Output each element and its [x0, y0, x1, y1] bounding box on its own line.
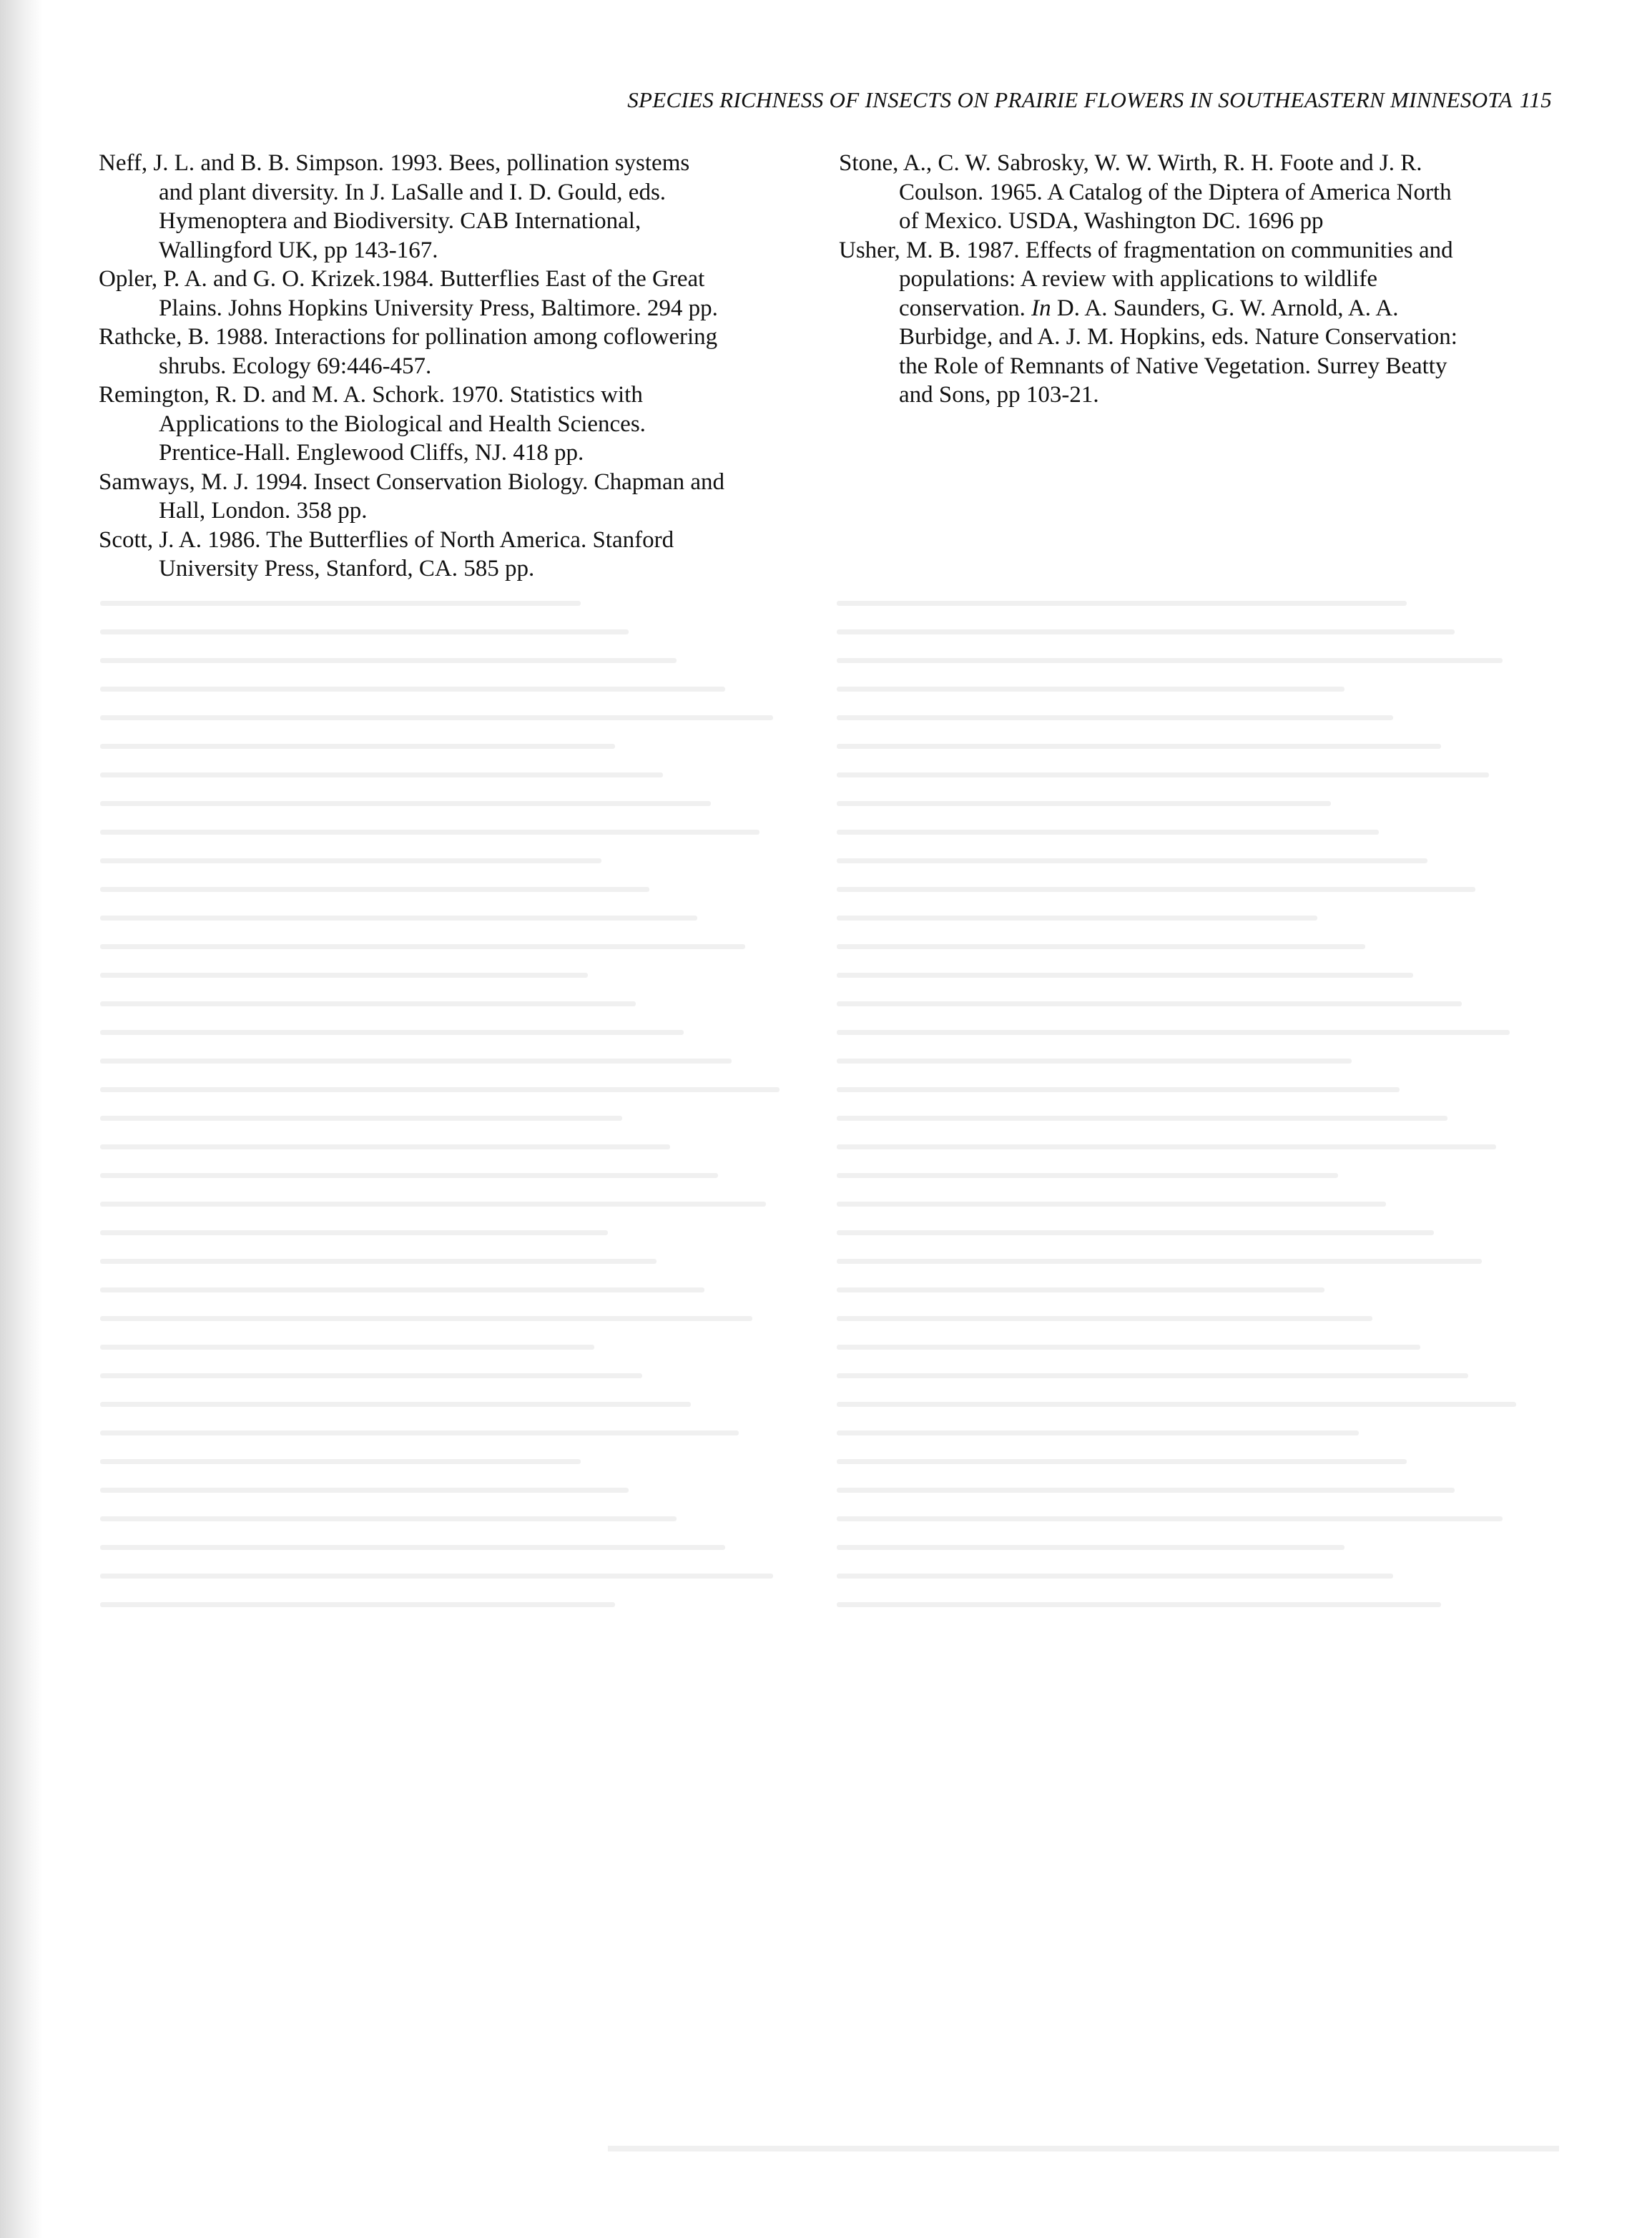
bleed-through-line: [837, 1287, 1324, 1292]
bleed-through-line: [837, 1030, 1510, 1035]
reference-line: University Press, Stanford, CA. 585 pp.: [159, 556, 535, 581]
bleed-through-line: [837, 1259, 1482, 1264]
reference-line: Prentice-Hall. Englewood Cliffs, NJ. 418 pp.: [159, 440, 584, 466]
references-left-column: [99, 149, 814, 584]
bleed-through-line: [100, 1316, 752, 1321]
bleed-through-left-column: [100, 601, 787, 1631]
reference-line: Neff, J. L. and B. B. Simpson. 1993. Bees, pollination systems: [99, 150, 690, 176]
reference-entry: [99, 381, 814, 468]
bleed-through-line: [837, 1373, 1468, 1378]
bleed-through-line: [100, 715, 773, 720]
bleed-through-line: [100, 1488, 629, 1493]
bleed-through-line: [100, 1202, 766, 1207]
bleed-through-line: [100, 887, 649, 892]
bleed-through-line: [100, 916, 697, 921]
reference-line: Hymenoptera and Biodiversity. CAB International,: [159, 208, 641, 234]
reference-line: Coulson. 1965. A Catalog of the Diptera of America North: [899, 179, 1452, 205]
reference-line: Wallingford UK, pp 143-167.: [159, 237, 438, 263]
bleed-through-line: [837, 1545, 1344, 1550]
reference-line: and plant diversity. In J. LaSalle and I. D. Gould, eds.: [159, 179, 667, 205]
bleed-through-line: [100, 973, 588, 978]
bleed-through-line: [100, 1574, 773, 1579]
reference-line: the Role of Remnants of Native Vegetation. Surrey Beatty: [899, 353, 1447, 379]
reference-entry: [839, 236, 1561, 410]
bleed-through-footer: [608, 2146, 1559, 2151]
reference-line: Applications to the Biological and Health Sciences.: [159, 411, 646, 437]
bleed-through-line: [100, 1602, 615, 1607]
bleed-through-line: [837, 1230, 1434, 1235]
reference-line: Burbidge, and A. J. M. Hopkins, eds. Nature Conservation:: [899, 324, 1457, 350]
bleed-through-line: [837, 1144, 1496, 1149]
bleed-through-line: [837, 1001, 1462, 1006]
bleed-through-line: [100, 830, 759, 835]
bleed-through-line: [100, 944, 745, 949]
bleed-through-line: [100, 1030, 684, 1035]
reference-entry: [99, 323, 814, 381]
reference-line: and Sons, pp 103-21.: [899, 382, 1099, 408]
bleed-through-line: [100, 1287, 704, 1292]
bleed-through-line: [100, 1430, 739, 1435]
bleed-through-line: [837, 973, 1413, 978]
reference-entry: [839, 149, 1561, 236]
reference-entry: [99, 149, 814, 265]
bleed-through-line: [100, 772, 663, 777]
bleed-through-line: [837, 1345, 1420, 1350]
reference-line: Samways, M. J. 1994. Insect Conservation Biology. Chapman and: [99, 468, 725, 495]
bleed-through-line: [100, 744, 615, 749]
reference-line: Hall, London. 358 pp.: [159, 498, 368, 524]
reference-entry: [99, 468, 814, 526]
bleed-through-line: [100, 1345, 594, 1350]
reference-line: D. A. Saunders, G. W. Arnold, A. A.: [1051, 295, 1399, 321]
bleed-through-line: [837, 858, 1427, 863]
scanned-page-edge-shadow: [0, 0, 43, 2238]
bleed-through-line: [837, 687, 1344, 692]
bleed-through-line: [837, 1459, 1407, 1464]
bleed-through-line: [100, 629, 629, 634]
references-right-column: [839, 149, 1561, 410]
bleed-through-line: [837, 1316, 1372, 1321]
bleed-through-line: [837, 916, 1317, 921]
bleed-through-line: [100, 1545, 725, 1550]
bleed-through-line: [100, 1059, 732, 1064]
bleed-through-line: [837, 715, 1393, 720]
reference-entry: [99, 265, 814, 323]
reference-line: Scott, J. A. 1986. The Butterflies of North America. Stanford: [99, 526, 674, 553]
bleed-through-line: [100, 687, 725, 692]
bleed-through-line: [837, 1574, 1393, 1579]
bleed-through-line: [837, 1087, 1400, 1092]
reference-line: conservation.: [899, 295, 1032, 321]
bleed-through-line: [837, 772, 1489, 777]
bleed-through-line: [837, 1402, 1516, 1407]
bleed-through-line: [100, 1373, 642, 1378]
running-title: SPECIES RICHNESS OF INSECTS ON PRAIRIE FLOWERS IN SOUTHEASTERN MINNESOTA: [627, 87, 1513, 112]
bleed-through-line: [100, 1116, 622, 1121]
bleed-through-line: [837, 601, 1407, 606]
bleed-through-line: [100, 1459, 581, 1464]
reference-line: Opler, P. A. and G. O. Krizek.1984. Butterflies East of the Great: [99, 266, 705, 292]
bleed-through-line: [100, 658, 677, 663]
bleed-through-line: [100, 1087, 780, 1092]
reference-line: Stone, A., C. W. Sabrosky, W. W. Wirth, R. H. Foote and J. R.: [839, 150, 1422, 176]
reference-line: Remington, R. D. and M. A. Schork. 1970. Statistics with: [99, 382, 643, 408]
bleed-through-line: [837, 1116, 1447, 1121]
bleed-through-line: [100, 858, 601, 863]
reference-line: of Mexico. USDA, Washington DC. 1696 pp: [899, 208, 1324, 234]
bleed-through-line: [100, 1001, 636, 1006]
running-header: [429, 87, 1552, 113]
bleed-through-line: [837, 801, 1331, 806]
bleed-through-line: [100, 1516, 677, 1521]
bleed-through-line: [837, 1602, 1441, 1607]
bleed-through-line: [100, 1173, 718, 1178]
bleed-through-line: [100, 1402, 691, 1407]
reference-line: Plains. Johns Hopkins University Press, Baltimore. 294 pp.: [159, 295, 718, 321]
bleed-through-line: [837, 1173, 1338, 1178]
bleed-through-line: [100, 1230, 608, 1235]
reference-line: shrubs. Ecology 69:446-457.: [159, 353, 432, 379]
bleed-through-line: [100, 801, 711, 806]
bleed-through-line: [837, 1059, 1352, 1064]
bleed-through-line: [837, 1202, 1386, 1207]
page-number: 115: [1519, 87, 1552, 112]
bleed-through-line: [837, 830, 1379, 835]
bleed-through-line: [100, 601, 581, 606]
reference-line: Rathcke, B. 1988. Interactions for pollination among coflowering: [99, 324, 718, 350]
bleed-through-line: [837, 658, 1503, 663]
reference-entry: [99, 526, 814, 584]
bleed-through-line: [837, 1516, 1503, 1521]
bleed-through-line: [837, 744, 1441, 749]
bleed-through-line: [837, 944, 1365, 949]
bleed-through-line: [837, 1488, 1455, 1493]
bleed-through-text: [86, 601, 1559, 1674]
reference-line: Usher, M. B. 1987. Effects of fragmentation on communities and: [839, 237, 1453, 263]
bleed-through-line: [837, 629, 1455, 634]
bleed-through-line: [100, 1144, 670, 1149]
reference-italic-in: In: [1031, 295, 1051, 321]
reference-line: populations: A review with applications to wildlife: [899, 266, 1378, 292]
bleed-through-line: [837, 1430, 1359, 1435]
bleed-through-right-column: [837, 601, 1523, 1631]
bleed-through-line: [100, 1259, 657, 1264]
bleed-through-line: [837, 887, 1475, 892]
